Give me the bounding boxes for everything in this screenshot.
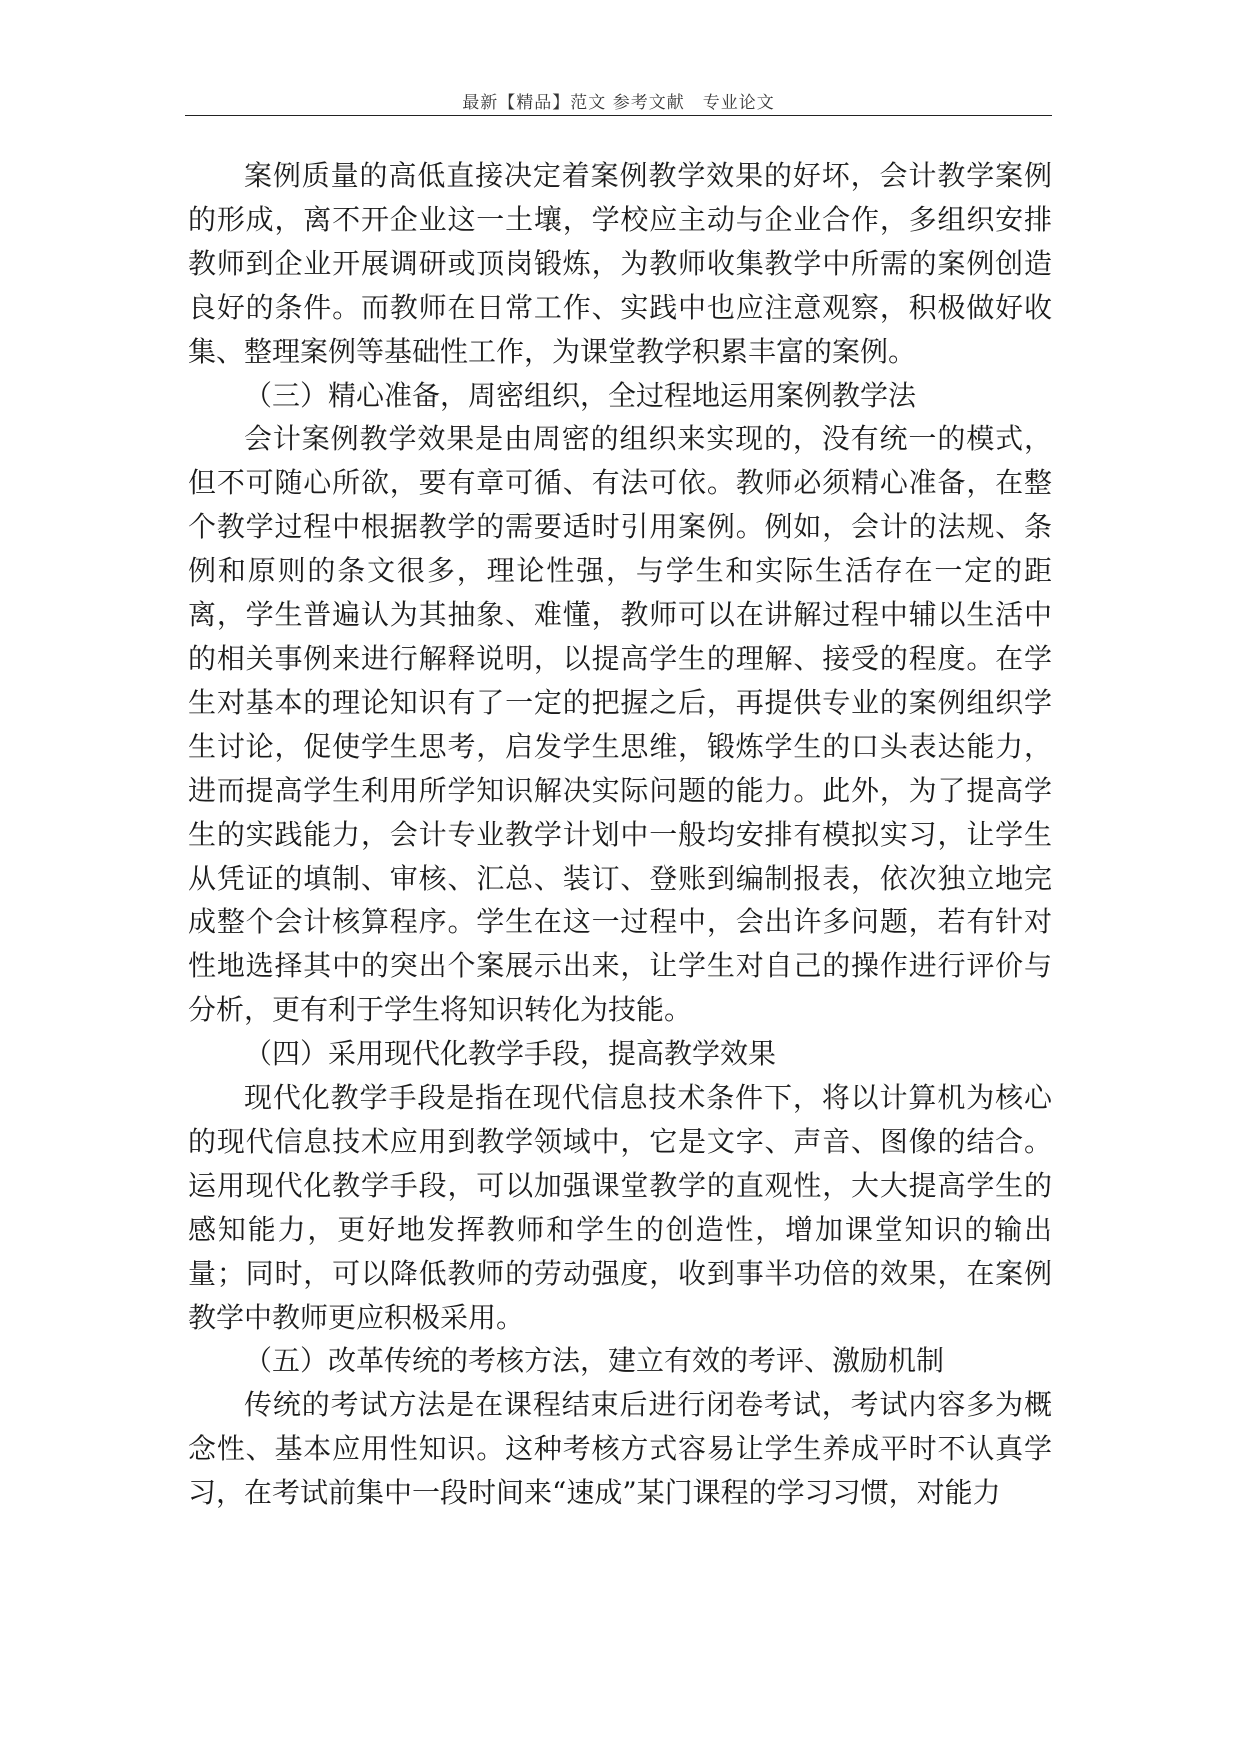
section-heading: （五）改革传统的考核方法，建立有效的考评、激励机制 — [244, 1344, 945, 1378]
paragraph: 传统的考试方法是在课程结束后进行闭卷考试，考试内容多为概念性、基本应用性知识。这种考核方式容易让学生养成平时不认真学习，在考试前集中一段时间来“速成”某门课程的学习习惯，对能力 — [188, 1388, 1052, 1510]
section-heading: （三）精心准备，周密组织，全过程地运用案例教学法 — [244, 378, 917, 412]
paragraph: 案例质量的高低直接决定着案例教学效果的好坏，会计教学案例的形成，离不开企业这一土壤，学校应主动与企业合作，多组织安排教师到企业开展调研或顶岗锻炼，为教师收集教学中所需的案例创造良好的条件。而教师在日常工作、实践中也应注意观察，积极做好收集、整理案例等基础性工作，为课堂教学积累丰富的案例。 — [188, 159, 1052, 368]
paragraph: 会计案例教学效果是由周密的组织来实现的，没有统一的模式，但不可随心所欲，要有章可循、有法可依。教师必须精心准备，在整个教学过程中根据教学的需要适时引用案例。例如，会计的法规、条例和原则的条文很多，理论性强，与学生和实际生活存在一定的距离，学生普遍认为其抽象、难懂，教师可以在讲解过程中辅以生活中的相关事例来进行解释说明，以提高学生的理解、接受的程度。在学生对基本的理论知识有了一定的把握之后，再提供专业的案例组织学生讨论，促使学生思考，启发学生思维，锻炼学生的口头表达能力，进而提高学生利用所学知识解决实际问题的能力。此外，为了提高学生的实践能力，会计专业教学计划中一般均安排有模拟实习，让学生从凭证的填制、审核、汇总、装订、登账到编制报表，依次独立地完成整个会计核算程序。学生在这一过程中，会出许多问题，若有针对性地选择其中的突出个案展示出来，让学生对自己的操作进行评价与分析，更有利于学生将知识转化为技能。 — [188, 422, 1052, 1027]
paragraph: 现代化教学手段是指在现代信息技术条件下，将以计算机为核心的现代信息技术应用到教学领域中，它是文字、声音、图像的结合。运用现代化教学手段，可以加强课堂教学的直观性，大大提高学生的感知能力，更好地发挥教师和学生的创造性，增加课堂知识的输出量；同时，可以降低教师的劳动强度，收到事半功倍的效果，在案例教学中教师更应积极采用。 — [188, 1081, 1052, 1334]
page-header: 最新【精品】范文 参考文献 专业论文 — [462, 93, 775, 113]
document-body — [188, 154, 1052, 1515]
header-rule — [185, 115, 1052, 116]
section-heading: （四）采用现代化教学手段，提高教学效果 — [244, 1037, 777, 1071]
